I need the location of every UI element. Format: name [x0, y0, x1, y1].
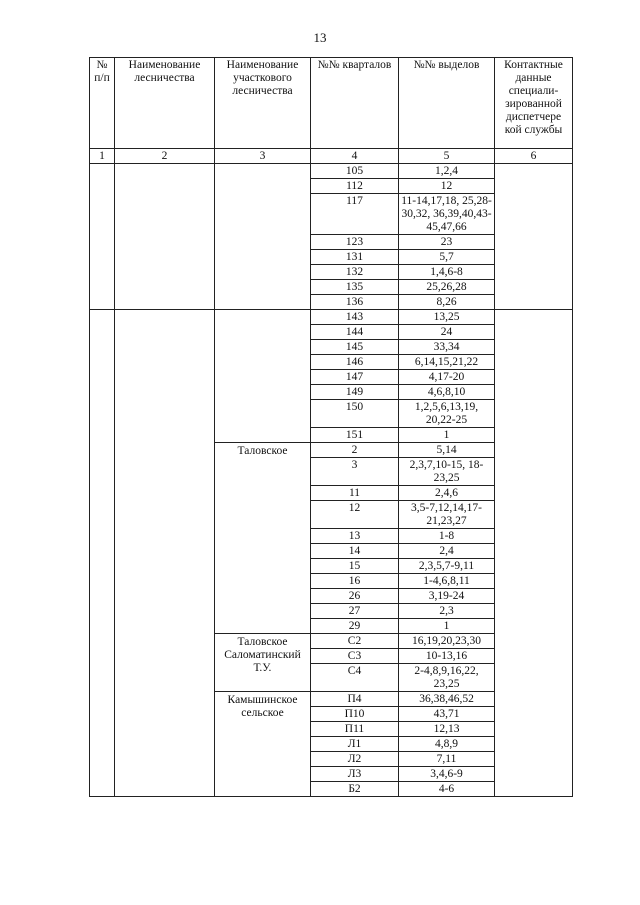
forestry-name-cell: [115, 164, 215, 310]
quarter-cell: П10: [311, 707, 399, 722]
number-cell: [90, 310, 115, 797]
quarter-cell: П4: [311, 692, 399, 707]
column-number-row: [90, 149, 573, 164]
column-number: 1: [90, 149, 115, 164]
column-number: 4: [311, 149, 399, 164]
quarter-cell: 150: [311, 400, 399, 428]
allotment-cell: 25,26,28: [399, 280, 495, 295]
allotment-cell: 1,2,4: [399, 164, 495, 179]
quarter-cell: Л1: [311, 737, 399, 752]
quarter-cell: 16: [311, 574, 399, 589]
header-allotments: №№ выделов: [399, 58, 495, 149]
allotment-cell: 11-14,17,18, 25,28-30,32, 36,39,40,43- 45,47,66: [399, 194, 495, 235]
quarter-cell: 132: [311, 265, 399, 280]
allotment-cell: 2,4: [399, 544, 495, 559]
allotment-cell: 3,5-7,12,14,17- 21,23,27: [399, 501, 495, 529]
quarter-cell: 112: [311, 179, 399, 194]
quarter-cell: 12: [311, 501, 399, 529]
allotment-cell: 36,38,46,52: [399, 692, 495, 707]
forestry-table: [89, 57, 573, 797]
quarter-cell: 3: [311, 458, 399, 486]
allotment-cell: 2,4,6: [399, 486, 495, 501]
allotment-cell: 1: [399, 619, 495, 634]
allotment-cell: 43,71: [399, 707, 495, 722]
district-name-cell: Таловское: [215, 443, 311, 634]
quarter-cell: 117: [311, 194, 399, 235]
allotment-cell: 4,8,9: [399, 737, 495, 752]
allotment-cell: 4,17-20: [399, 370, 495, 385]
column-number: 6: [495, 149, 573, 164]
allotment-cell: 3,4,6-9: [399, 767, 495, 782]
quarter-cell: 147: [311, 370, 399, 385]
quarter-cell: 146: [311, 355, 399, 370]
header-district-forestry-name: Наименование участкового лесничества: [215, 58, 311, 149]
column-number: 2: [115, 149, 215, 164]
header-quarters: №№ кварталов: [311, 58, 399, 149]
district-name-cell: Таловское Саломатинский Т.У.: [215, 634, 311, 692]
allotment-cell: 3,19-24: [399, 589, 495, 604]
allotment-cell: 1-8: [399, 529, 495, 544]
quarter-cell: 149: [311, 385, 399, 400]
quarter-cell: 11: [311, 486, 399, 501]
quarter-cell: 105: [311, 164, 399, 179]
quarter-cell: 135: [311, 280, 399, 295]
allotment-cell: 5,7: [399, 250, 495, 265]
allotment-cell: 12: [399, 179, 495, 194]
quarter-cell: 26: [311, 589, 399, 604]
quarter-cell: 13: [311, 529, 399, 544]
quarter-cell: 136: [311, 295, 399, 310]
district-name-cell: Камышинское сельское: [215, 692, 311, 797]
district-name-cell: [215, 164, 311, 310]
quarter-cell: П11: [311, 722, 399, 737]
allotment-cell: 2,3,7,10-15, 18- 23,25: [399, 458, 495, 486]
allotment-cell: 6,14,15,21,22: [399, 355, 495, 370]
allotment-cell: 23: [399, 235, 495, 250]
quarter-cell: 14: [311, 544, 399, 559]
quarter-cell: 123: [311, 235, 399, 250]
allotment-cell: 2,3: [399, 604, 495, 619]
quarter-cell: 15: [311, 559, 399, 574]
allotment-cell: 24: [399, 325, 495, 340]
contacts-cell: [495, 310, 573, 797]
header-number: № п/п: [90, 58, 115, 149]
allotment-cell: 2-4,8,9,16,22, 23,25: [399, 664, 495, 692]
quarter-cell: 144: [311, 325, 399, 340]
allotment-cell: 13,25: [399, 310, 495, 325]
allotment-cell: 8,26: [399, 295, 495, 310]
allotment-cell: 7,11: [399, 752, 495, 767]
column-number: 3: [215, 149, 311, 164]
header-row: [90, 58, 573, 149]
allotment-cell: 5,14: [399, 443, 495, 458]
allotment-cell: 16,19,20,23,30: [399, 634, 495, 649]
quarter-cell: 29: [311, 619, 399, 634]
quarter-cell: С4: [311, 664, 399, 692]
allotment-cell: 1: [399, 428, 495, 443]
quarter-cell: Л2: [311, 752, 399, 767]
quarter-cell: 151: [311, 428, 399, 443]
allotment-cell: 12,13: [399, 722, 495, 737]
allotment-cell: 10-13,16: [399, 649, 495, 664]
quarter-cell: 131: [311, 250, 399, 265]
quarter-cell: 27: [311, 604, 399, 619]
table-row: [90, 310, 573, 325]
column-number: 5: [399, 149, 495, 164]
district-name-cell: [215, 310, 311, 443]
quarter-cell: 2: [311, 443, 399, 458]
page-number: 13: [313, 30, 327, 45]
quarter-cell: С2: [311, 634, 399, 649]
allotment-cell: 4-6: [399, 782, 495, 797]
allotment-cell: 33,34: [399, 340, 495, 355]
allotment-cell: 1,4,6-8: [399, 265, 495, 280]
header-forestry-name: Наименование лесничества: [115, 58, 215, 149]
contacts-cell: [495, 164, 573, 310]
quarter-cell: Л3: [311, 767, 399, 782]
quarter-cell: Б2: [311, 782, 399, 797]
allotment-cell: 1-4,6,8,11: [399, 574, 495, 589]
allotment-cell: 1,2,5,6,13,19, 20,22-25: [399, 400, 495, 428]
quarter-cell: 143: [311, 310, 399, 325]
allotment-cell: 4,6,8,10: [399, 385, 495, 400]
table-row: [90, 164, 573, 179]
allotment-cell: 2,3,5,7-9,11: [399, 559, 495, 574]
header-contacts: Контактные данные специали- зированной диспетчере кой службы: [495, 58, 573, 149]
forestry-name-cell: [115, 310, 215, 797]
quarter-cell: 145: [311, 340, 399, 355]
number-cell: [90, 164, 115, 310]
quarter-cell: С3: [311, 649, 399, 664]
